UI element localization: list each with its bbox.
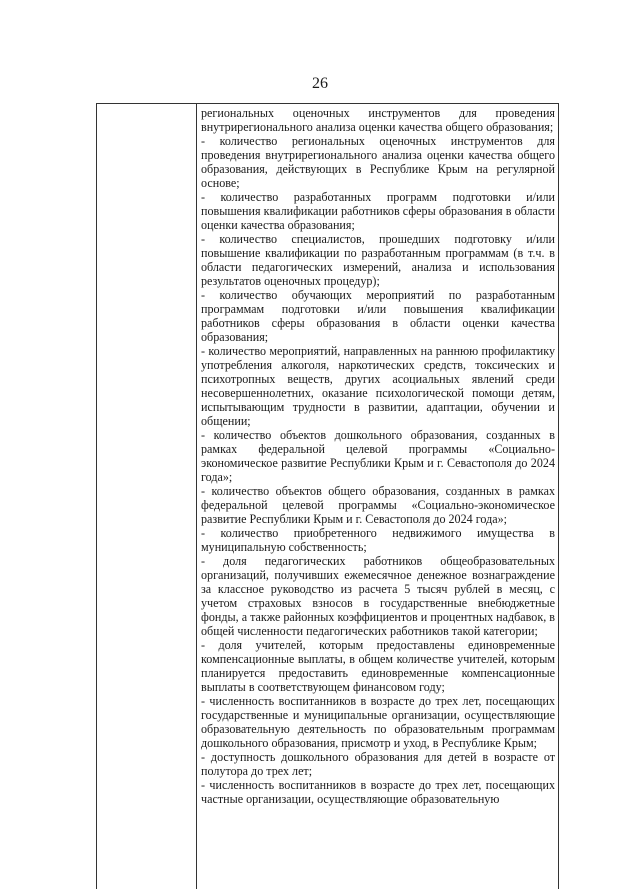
table-cell-left — [97, 104, 197, 889]
indicator-item: - количество объектов дошкольного образования, созданных в рамках федеральной целевой программы «Социально-экономическое развитие Республики Крым и г. Севастополя до 2024 года»; — [201, 428, 555, 484]
indicator-item: - доля учителей, которым предоставлены единовременные компенсационные выплаты, в общем количестве учителей, которым планируется предоставить единовременные компенсационные выплаты в соответствующем финансовом году; — [201, 638, 555, 694]
indicator-item: - количество мероприятий, направленных на раннюю профилактику употребления алкоголя, наркотических средств, токсических и психотропных веществ, других асоциальных явлений среди несовершеннолетних, оказание психологической помощи детям, испытывающим трудности в развитии, адаптации, обучении и общении; — [201, 344, 555, 428]
indicator-item: - количество региональных оценочных инструментов для проведения внутрирегионального анализа оценки качества общего образования, действующих в Республике Крым на регулярной основе; — [201, 134, 555, 190]
indicator-item: - количество специалистов, прошедших подготовку и/или повышение квалификации по разработанным программам (в т.ч. в области педагогических измерений, анализа и использования результатов оценочных процедур); — [201, 232, 555, 288]
table-cell-right — [197, 104, 559, 889]
indicator-item: региональных оценочных инструментов для проведения внутрирегионального анализа оценки качества общего образования; — [201, 106, 555, 134]
indicator-item: - количество обучающих мероприятий по разработанным программам подготовки и/или повышения квалификации работников сферы образования в области оценки качества образования; — [201, 288, 555, 344]
indicator-item: - доступность дошкольного образования для детей в возрасте от полутора до трех лет; — [201, 750, 555, 778]
page-number: 26 — [312, 75, 328, 92]
indicators-text — [197, 104, 558, 806]
indicator-item: - численность воспитанников в возрасте до трех лет, посещающих государственные и муниципальные организации, осуществляющие образовательную деятельность по образовательным программам дошкольного образования, присмотр и уход, в Республике Крым; — [201, 694, 555, 750]
document-table — [96, 103, 559, 889]
indicator-item: - количество объектов общего образования, созданных в рамках федеральной целевой программы «Социально-экономическое развитие Республики Крым и г. Севастополя до 2024 года»; — [201, 484, 555, 526]
indicator-item: - численность воспитанников в возрасте до трех лет, посещающих частные организации, осуществляющие образовательную — [201, 778, 555, 806]
table-row — [97, 104, 559, 889]
indicator-item: - количество приобретенного недвижимого имущества в муниципальную собственность; — [201, 526, 555, 554]
indicator-item: - количество разработанных программ подготовки и/или повышения квалификации работников сферы образования в области оценки качества образования; — [201, 190, 555, 232]
indicator-item: - доля педагогических работников общеобразовательных организаций, получивших ежемесячное денежное вознаграждение за классное руководство из расчета 5 тысяч рублей в месяц, с учетом страховых взносов в государственные внебюджетные фонды, а также районных коэффициентов и процентных надбавок, в общей численности педагогических работников такой категории; — [201, 554, 555, 638]
